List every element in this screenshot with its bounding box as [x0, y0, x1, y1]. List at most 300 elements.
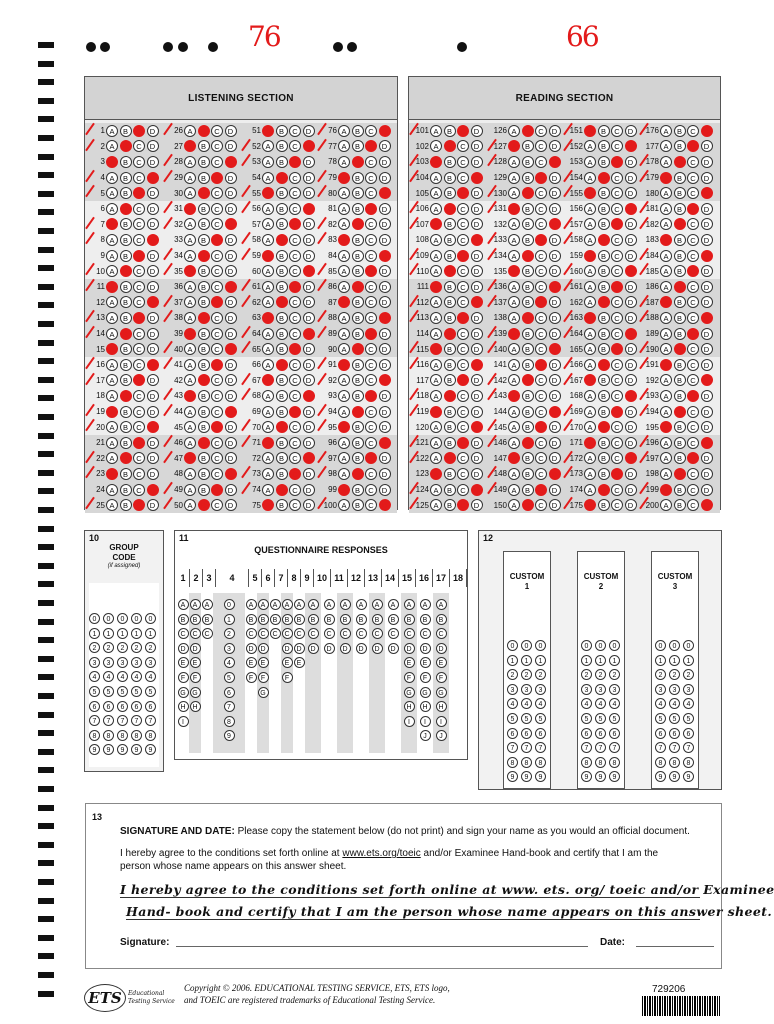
answer-bubble[interactable]: A [338, 156, 350, 168]
answer-bubble[interactable]: D [701, 234, 713, 246]
response-bubble[interactable]: H [178, 701, 189, 712]
answer-bubble[interactable]: A [584, 156, 596, 168]
answer-bubble[interactable]: C [211, 390, 223, 402]
answer-bubble[interactable]: D [471, 172, 483, 184]
answer-bubble[interactable]: B [598, 203, 610, 215]
answer-bubble[interactable]: D [471, 468, 483, 480]
answer-bubble[interactable]: D [625, 250, 637, 262]
digit-bubble[interactable]: 3 [507, 684, 518, 695]
answer-bubble[interactable]: B [444, 374, 456, 386]
answer-bubble[interactable]: D [471, 374, 483, 386]
answer-bubble[interactable]: A [106, 172, 118, 184]
answer-bubble[interactable]: B [352, 172, 364, 184]
answer-bubble[interactable]: A [584, 437, 596, 449]
answer-bubble[interactable]: B [276, 203, 288, 215]
answer-bubble[interactable]: C [365, 265, 377, 277]
answer-bubble[interactable]: C [289, 406, 301, 418]
answer-bubble[interactable]: A [660, 156, 672, 168]
digit-bubble[interactable]: 4 [89, 671, 100, 682]
answer-bubble[interactable]: A [430, 265, 442, 277]
answer-bubble[interactable]: B [198, 265, 210, 277]
answer-bubble[interactable]: D [549, 421, 561, 433]
digit-bubble[interactable]: 6 [103, 701, 114, 712]
answer-bubble[interactable]: D [625, 203, 637, 215]
answer-bubble[interactable]: C [611, 250, 623, 262]
answer-bubble[interactable]: A [106, 343, 118, 355]
answer-bubble[interactable]: B [352, 359, 364, 371]
answer-bubble[interactable]: D [625, 156, 637, 168]
digit-bubble[interactable]: 6 [595, 728, 606, 739]
response-bubble[interactable]: E [258, 657, 269, 668]
answer-bubble[interactable]: D [625, 140, 637, 152]
answer-bubble[interactable]: B [522, 281, 534, 293]
answer-bubble[interactable]: D [625, 172, 637, 184]
answer-bubble[interactable]: B [598, 125, 610, 137]
digit-bubble[interactable]: 6 [131, 701, 142, 712]
answer-bubble[interactable]: B [352, 281, 364, 293]
digit-bubble[interactable]: 8 [581, 757, 592, 768]
answer-bubble[interactable]: D [471, 125, 483, 137]
answer-bubble[interactable]: C [289, 452, 301, 464]
answer-bubble[interactable]: A [106, 390, 118, 402]
answer-bubble[interactable]: B [444, 281, 456, 293]
response-bubble[interactable]: A [282, 599, 293, 610]
answer-bubble[interactable]: B [598, 328, 610, 340]
answer-bubble[interactable]: B [598, 312, 610, 324]
digit-bubble[interactable]: 0 [595, 640, 606, 651]
digit-bubble[interactable]: 1 [507, 655, 518, 666]
answer-bubble[interactable]: B [522, 421, 534, 433]
answer-bubble[interactable]: D [471, 250, 483, 262]
answer-bubble[interactable]: C [687, 156, 699, 168]
answer-bubble[interactable]: D [225, 125, 237, 137]
answer-bubble[interactable]: A [184, 484, 196, 496]
answer-bubble[interactable]: D [701, 468, 713, 480]
answer-bubble[interactable]: A [430, 328, 442, 340]
digit-bubble[interactable]: 9 [117, 744, 128, 755]
answer-bubble[interactable]: C [611, 312, 623, 324]
answer-bubble[interactable]: D [147, 265, 159, 277]
answer-bubble[interactable]: B [522, 250, 534, 262]
answer-bubble[interactable]: D [549, 484, 561, 496]
answer-bubble[interactable]: A [338, 421, 350, 433]
answer-bubble[interactable]: B [352, 421, 364, 433]
answer-bubble[interactable]: D [147, 328, 159, 340]
answer-bubble[interactable]: D [225, 359, 237, 371]
answer-bubble[interactable]: A [184, 390, 196, 402]
answer-bubble[interactable]: C [133, 265, 145, 277]
answer-bubble[interactable]: D [225, 484, 237, 496]
answer-bubble[interactable]: C [133, 468, 145, 480]
answer-bubble[interactable]: B [276, 343, 288, 355]
answer-bubble[interactable]: D [225, 374, 237, 386]
answer-bubble[interactable]: C [687, 468, 699, 480]
digit-bubble[interactable]: 5 [535, 713, 546, 724]
digit-bubble[interactable]: 8 [507, 757, 518, 768]
response-bubble[interactable]: C [190, 628, 201, 639]
answer-bubble[interactable]: A [338, 234, 350, 246]
answer-bubble[interactable]: C [289, 187, 301, 199]
answer-bubble[interactable]: A [660, 218, 672, 230]
digit-bubble[interactable]: 2 [535, 669, 546, 680]
response-bubble[interactable]: C [340, 628, 351, 639]
digit-bubble[interactable]: 2 [521, 669, 532, 680]
digit-bubble[interactable]: 4 [581, 698, 592, 709]
response-bubble[interactable]: H [420, 701, 431, 712]
answer-bubble[interactable]: B [522, 187, 534, 199]
answer-bubble[interactable]: A [106, 265, 118, 277]
response-bubble[interactable]: F [258, 672, 269, 683]
answer-bubble[interactable]: A [508, 125, 520, 137]
answer-bubble[interactable]: A [184, 468, 196, 480]
answer-bubble[interactable]: B [444, 328, 456, 340]
answer-bubble[interactable]: D [471, 421, 483, 433]
answer-bubble[interactable]: A [338, 499, 350, 511]
answer-bubble[interactable]: D [625, 390, 637, 402]
answer-bubble[interactable]: D [225, 406, 237, 418]
answer-bubble[interactable]: D [701, 172, 713, 184]
answer-bubble[interactable]: A [106, 499, 118, 511]
answer-bubble[interactable]: D [471, 437, 483, 449]
answer-bubble[interactable]: A [106, 187, 118, 199]
answer-bubble[interactable]: D [225, 281, 237, 293]
response-bubble[interactable]: 9 [224, 730, 235, 741]
digit-bubble[interactable]: 5 [595, 713, 606, 724]
digit-bubble[interactable]: 4 [103, 671, 114, 682]
response-bubble[interactable]: D [258, 643, 269, 654]
answer-bubble[interactable]: B [198, 499, 210, 511]
digit-bubble[interactable]: 8 [683, 757, 694, 768]
answer-bubble[interactable]: B [352, 187, 364, 199]
answer-bubble[interactable]: A [660, 452, 672, 464]
answer-bubble[interactable]: C [611, 125, 623, 137]
answer-bubble[interactable]: A [584, 406, 596, 418]
answer-bubble[interactable]: C [535, 343, 547, 355]
digit-bubble[interactable]: 9 [655, 771, 666, 782]
answer-bubble[interactable]: D [379, 328, 391, 340]
response-bubble[interactable]: B [420, 614, 431, 625]
answer-bubble[interactable]: C [133, 140, 145, 152]
answer-bubble[interactable]: D [625, 234, 637, 246]
answer-bubble[interactable]: C [535, 296, 547, 308]
answer-bubble[interactable]: D [225, 421, 237, 433]
answer-bubble[interactable]: D [225, 265, 237, 277]
digit-bubble[interactable]: 3 [683, 684, 694, 695]
answer-bubble[interactable]: B [120, 374, 132, 386]
answer-bubble[interactable]: C [687, 218, 699, 230]
response-bubble[interactable]: E [246, 657, 257, 668]
answer-bubble[interactable]: D [303, 156, 315, 168]
answer-bubble[interactable]: D [701, 156, 713, 168]
digit-bubble[interactable]: 4 [535, 698, 546, 709]
answer-bubble[interactable]: B [352, 406, 364, 418]
answer-bubble[interactable]: B [522, 343, 534, 355]
answer-bubble[interactable]: A [508, 140, 520, 152]
response-bubble[interactable]: I [420, 716, 431, 727]
digit-bubble[interactable]: 9 [683, 771, 694, 782]
response-bubble[interactable]: B [270, 614, 281, 625]
answer-bubble[interactable]: D [147, 406, 159, 418]
answer-bubble[interactable]: C [133, 343, 145, 355]
answer-bubble[interactable]: D [549, 406, 561, 418]
answer-bubble[interactable]: B [198, 390, 210, 402]
answer-bubble[interactable]: C [535, 421, 547, 433]
digit-bubble[interactable]: 7 [581, 742, 592, 753]
answer-bubble[interactable]: B [522, 437, 534, 449]
answer-bubble[interactable]: A [430, 250, 442, 262]
digit-bubble[interactable]: 0 [145, 613, 156, 624]
answer-bubble[interactable]: B [522, 140, 534, 152]
answer-bubble[interactable]: C [365, 328, 377, 340]
answer-bubble[interactable]: A [338, 437, 350, 449]
answer-bubble[interactable]: A [338, 218, 350, 230]
response-bubble[interactable]: D [178, 643, 189, 654]
digit-bubble[interactable]: 2 [89, 642, 100, 653]
answer-bubble[interactable]: C [133, 156, 145, 168]
response-bubble[interactable]: C [404, 628, 415, 639]
answer-bubble[interactable]: A [262, 328, 274, 340]
digit-bubble[interactable]: 8 [521, 757, 532, 768]
answer-bubble[interactable]: D [303, 437, 315, 449]
digit-bubble[interactable]: 5 [507, 713, 518, 724]
answer-bubble[interactable]: D [471, 156, 483, 168]
digit-bubble[interactable]: 7 [507, 742, 518, 753]
response-bubble[interactable]: G [436, 687, 447, 698]
answer-bubble[interactable]: D [549, 281, 561, 293]
digit-bubble[interactable]: 3 [117, 657, 128, 668]
answer-bubble[interactable]: B [522, 390, 534, 402]
answer-bubble[interactable]: C [365, 187, 377, 199]
response-bubble[interactable]: C [282, 628, 293, 639]
answer-bubble[interactable]: A [106, 437, 118, 449]
answer-bubble[interactable]: C [365, 312, 377, 324]
digit-bubble[interactable]: 6 [669, 728, 680, 739]
response-bubble[interactable]: B [246, 614, 257, 625]
answer-bubble[interactable]: C [211, 452, 223, 464]
answer-bubble[interactable]: B [444, 390, 456, 402]
answer-bubble[interactable]: C [535, 203, 547, 215]
answer-bubble[interactable]: B [276, 328, 288, 340]
answer-bubble[interactable]: B [598, 234, 610, 246]
answer-bubble[interactable]: D [147, 421, 159, 433]
answer-bubble[interactable]: D [379, 312, 391, 324]
answer-bubble[interactable]: C [535, 250, 547, 262]
answer-bubble[interactable]: A [430, 359, 442, 371]
answer-bubble[interactable]: B [276, 172, 288, 184]
answer-bubble[interactable]: A [584, 250, 596, 262]
answer-bubble[interactable]: B [198, 452, 210, 464]
answer-bubble[interactable]: B [598, 343, 610, 355]
answer-bubble[interactable]: D [701, 140, 713, 152]
answer-bubble[interactable]: B [276, 187, 288, 199]
response-bubble[interactable]: D [324, 643, 335, 654]
digit-bubble[interactable]: 1 [535, 655, 546, 666]
answer-bubble[interactable]: B [198, 156, 210, 168]
answer-bubble[interactable]: B [120, 312, 132, 324]
digit-bubble[interactable]: 1 [655, 655, 666, 666]
response-bubble[interactable]: 4 [224, 657, 235, 668]
answer-bubble[interactable]: A [338, 343, 350, 355]
answer-bubble[interactable]: C [133, 452, 145, 464]
answer-bubble[interactable]: A [508, 234, 520, 246]
digit-bubble[interactable]: 0 [521, 640, 532, 651]
answer-bubble[interactable]: B [444, 296, 456, 308]
answer-bubble[interactable]: B [598, 452, 610, 464]
answer-bubble[interactable]: D [147, 296, 159, 308]
answer-bubble[interactable]: A [660, 390, 672, 402]
digit-bubble[interactable]: 1 [595, 655, 606, 666]
answer-bubble[interactable]: C [133, 359, 145, 371]
answer-bubble[interactable]: C [535, 218, 547, 230]
answer-bubble[interactable]: A [262, 296, 274, 308]
digit-bubble[interactable]: 6 [535, 728, 546, 739]
answer-bubble[interactable]: B [444, 156, 456, 168]
answer-bubble[interactable]: C [457, 359, 469, 371]
answer-bubble[interactable]: D [225, 156, 237, 168]
answer-bubble[interactable]: C [365, 421, 377, 433]
answer-bubble[interactable]: D [701, 218, 713, 230]
answer-bubble[interactable]: C [289, 296, 301, 308]
answer-bubble[interactable]: B [276, 499, 288, 511]
answer-bubble[interactable]: C [611, 328, 623, 340]
answer-bubble[interactable]: B [120, 468, 132, 480]
answer-bubble[interactable]: B [674, 234, 686, 246]
answer-bubble[interactable]: C [611, 296, 623, 308]
answer-bubble[interactable]: D [549, 359, 561, 371]
ets-link[interactable]: www.ets.org/toeic [342, 848, 421, 859]
answer-bubble[interactable]: C [687, 452, 699, 464]
answer-bubble[interactable]: D [303, 296, 315, 308]
answer-bubble[interactable]: D [379, 140, 391, 152]
answer-bubble[interactable]: C [457, 468, 469, 480]
digit-bubble[interactable]: 0 [103, 613, 114, 624]
response-bubble[interactable]: A [178, 599, 189, 610]
answer-bubble[interactable]: C [535, 234, 547, 246]
response-bubble[interactable]: B [258, 614, 269, 625]
answer-bubble[interactable]: D [147, 140, 159, 152]
answer-bubble[interactable]: B [198, 406, 210, 418]
answer-bubble[interactable]: D [625, 374, 637, 386]
digit-bubble[interactable]: 5 [609, 713, 620, 724]
response-bubble[interactable]: B [190, 614, 201, 625]
answer-bubble[interactable]: D [625, 452, 637, 464]
answer-bubble[interactable]: A [184, 374, 196, 386]
answer-bubble[interactable]: D [379, 374, 391, 386]
response-bubble[interactable]: 7 [224, 701, 235, 712]
answer-bubble[interactable]: B [598, 296, 610, 308]
answer-bubble[interactable]: B [120, 250, 132, 262]
answer-bubble[interactable]: A [584, 234, 596, 246]
answer-bubble[interactable]: D [701, 328, 713, 340]
answer-bubble[interactable]: C [611, 359, 623, 371]
answer-bubble[interactable]: A [184, 218, 196, 230]
answer-bubble[interactable]: D [303, 484, 315, 496]
answer-bubble[interactable]: C [457, 374, 469, 386]
answer-bubble[interactable]: B [598, 172, 610, 184]
answer-bubble[interactable]: C [289, 156, 301, 168]
answer-bubble[interactable]: A [262, 125, 274, 137]
answer-bubble[interactable]: C [365, 140, 377, 152]
response-bubble[interactable]: B [372, 614, 383, 625]
answer-bubble[interactable]: D [625, 359, 637, 371]
answer-bubble[interactable]: A [584, 265, 596, 277]
answer-bubble[interactable]: C [211, 265, 223, 277]
answer-bubble[interactable]: B [674, 187, 686, 199]
answer-bubble[interactable]: A [584, 328, 596, 340]
response-bubble[interactable]: A [420, 599, 431, 610]
answer-bubble[interactable]: A [262, 468, 274, 480]
digit-bubble[interactable]: 4 [683, 698, 694, 709]
answer-bubble[interactable]: A [184, 265, 196, 277]
digit-bubble[interactable]: 5 [131, 686, 142, 697]
answer-bubble[interactable]: B [352, 218, 364, 230]
answer-bubble[interactable]: C [457, 125, 469, 137]
answer-bubble[interactable]: C [365, 374, 377, 386]
answer-bubble[interactable]: B [598, 250, 610, 262]
answer-bubble[interactable]: C [133, 484, 145, 496]
answer-bubble[interactable]: D [625, 499, 637, 511]
response-bubble[interactable]: B [294, 614, 305, 625]
answer-bubble[interactable]: A [106, 484, 118, 496]
digit-bubble[interactable]: 0 [669, 640, 680, 651]
answer-bubble[interactable]: B [198, 140, 210, 152]
answer-bubble[interactable]: D [701, 281, 713, 293]
answer-bubble[interactable]: B [674, 296, 686, 308]
answer-bubble[interactable]: D [379, 359, 391, 371]
answer-bubble[interactable]: B [276, 265, 288, 277]
answer-bubble[interactable]: A [584, 187, 596, 199]
answer-bubble[interactable]: D [225, 203, 237, 215]
answer-bubble[interactable]: D [471, 359, 483, 371]
answer-bubble[interactable]: A [338, 312, 350, 324]
answer-bubble[interactable]: D [471, 328, 483, 340]
answer-bubble[interactable]: B [674, 484, 686, 496]
answer-bubble[interactable]: A [262, 203, 274, 215]
digit-bubble[interactable]: 3 [609, 684, 620, 695]
answer-bubble[interactable]: C [365, 359, 377, 371]
response-bubble[interactable]: D [294, 643, 305, 654]
answer-bubble[interactable]: B [522, 203, 534, 215]
answer-bubble[interactable]: A [184, 187, 196, 199]
answer-bubble[interactable]: B [120, 390, 132, 402]
response-bubble[interactable]: C [246, 628, 257, 639]
response-bubble[interactable]: A [436, 599, 447, 610]
response-bubble[interactable]: B [308, 614, 319, 625]
answer-bubble[interactable]: C [133, 281, 145, 293]
answer-bubble[interactable]: A [660, 140, 672, 152]
answer-bubble[interactable]: D [303, 452, 315, 464]
answer-bubble[interactable]: D [303, 234, 315, 246]
answer-bubble[interactable]: C [457, 437, 469, 449]
response-bubble[interactable]: F [404, 672, 415, 683]
response-bubble[interactable]: D [388, 643, 399, 654]
digit-bubble[interactable]: 7 [683, 742, 694, 753]
response-bubble[interactable]: A [372, 599, 383, 610]
answer-bubble[interactable]: A [262, 499, 274, 511]
answer-bubble[interactable]: B [120, 265, 132, 277]
answer-bubble[interactable]: D [225, 468, 237, 480]
answer-bubble[interactable]: D [379, 187, 391, 199]
answer-bubble[interactable]: C [289, 218, 301, 230]
digit-bubble[interactable]: 2 [655, 669, 666, 680]
answer-bubble[interactable]: D [471, 296, 483, 308]
answer-bubble[interactable]: D [625, 437, 637, 449]
response-bubble[interactable]: A [340, 599, 351, 610]
digit-bubble[interactable]: 2 [117, 642, 128, 653]
answer-bubble[interactable]: B [120, 187, 132, 199]
answer-bubble[interactable]: C [457, 140, 469, 152]
answer-bubble[interactable]: D [379, 125, 391, 137]
